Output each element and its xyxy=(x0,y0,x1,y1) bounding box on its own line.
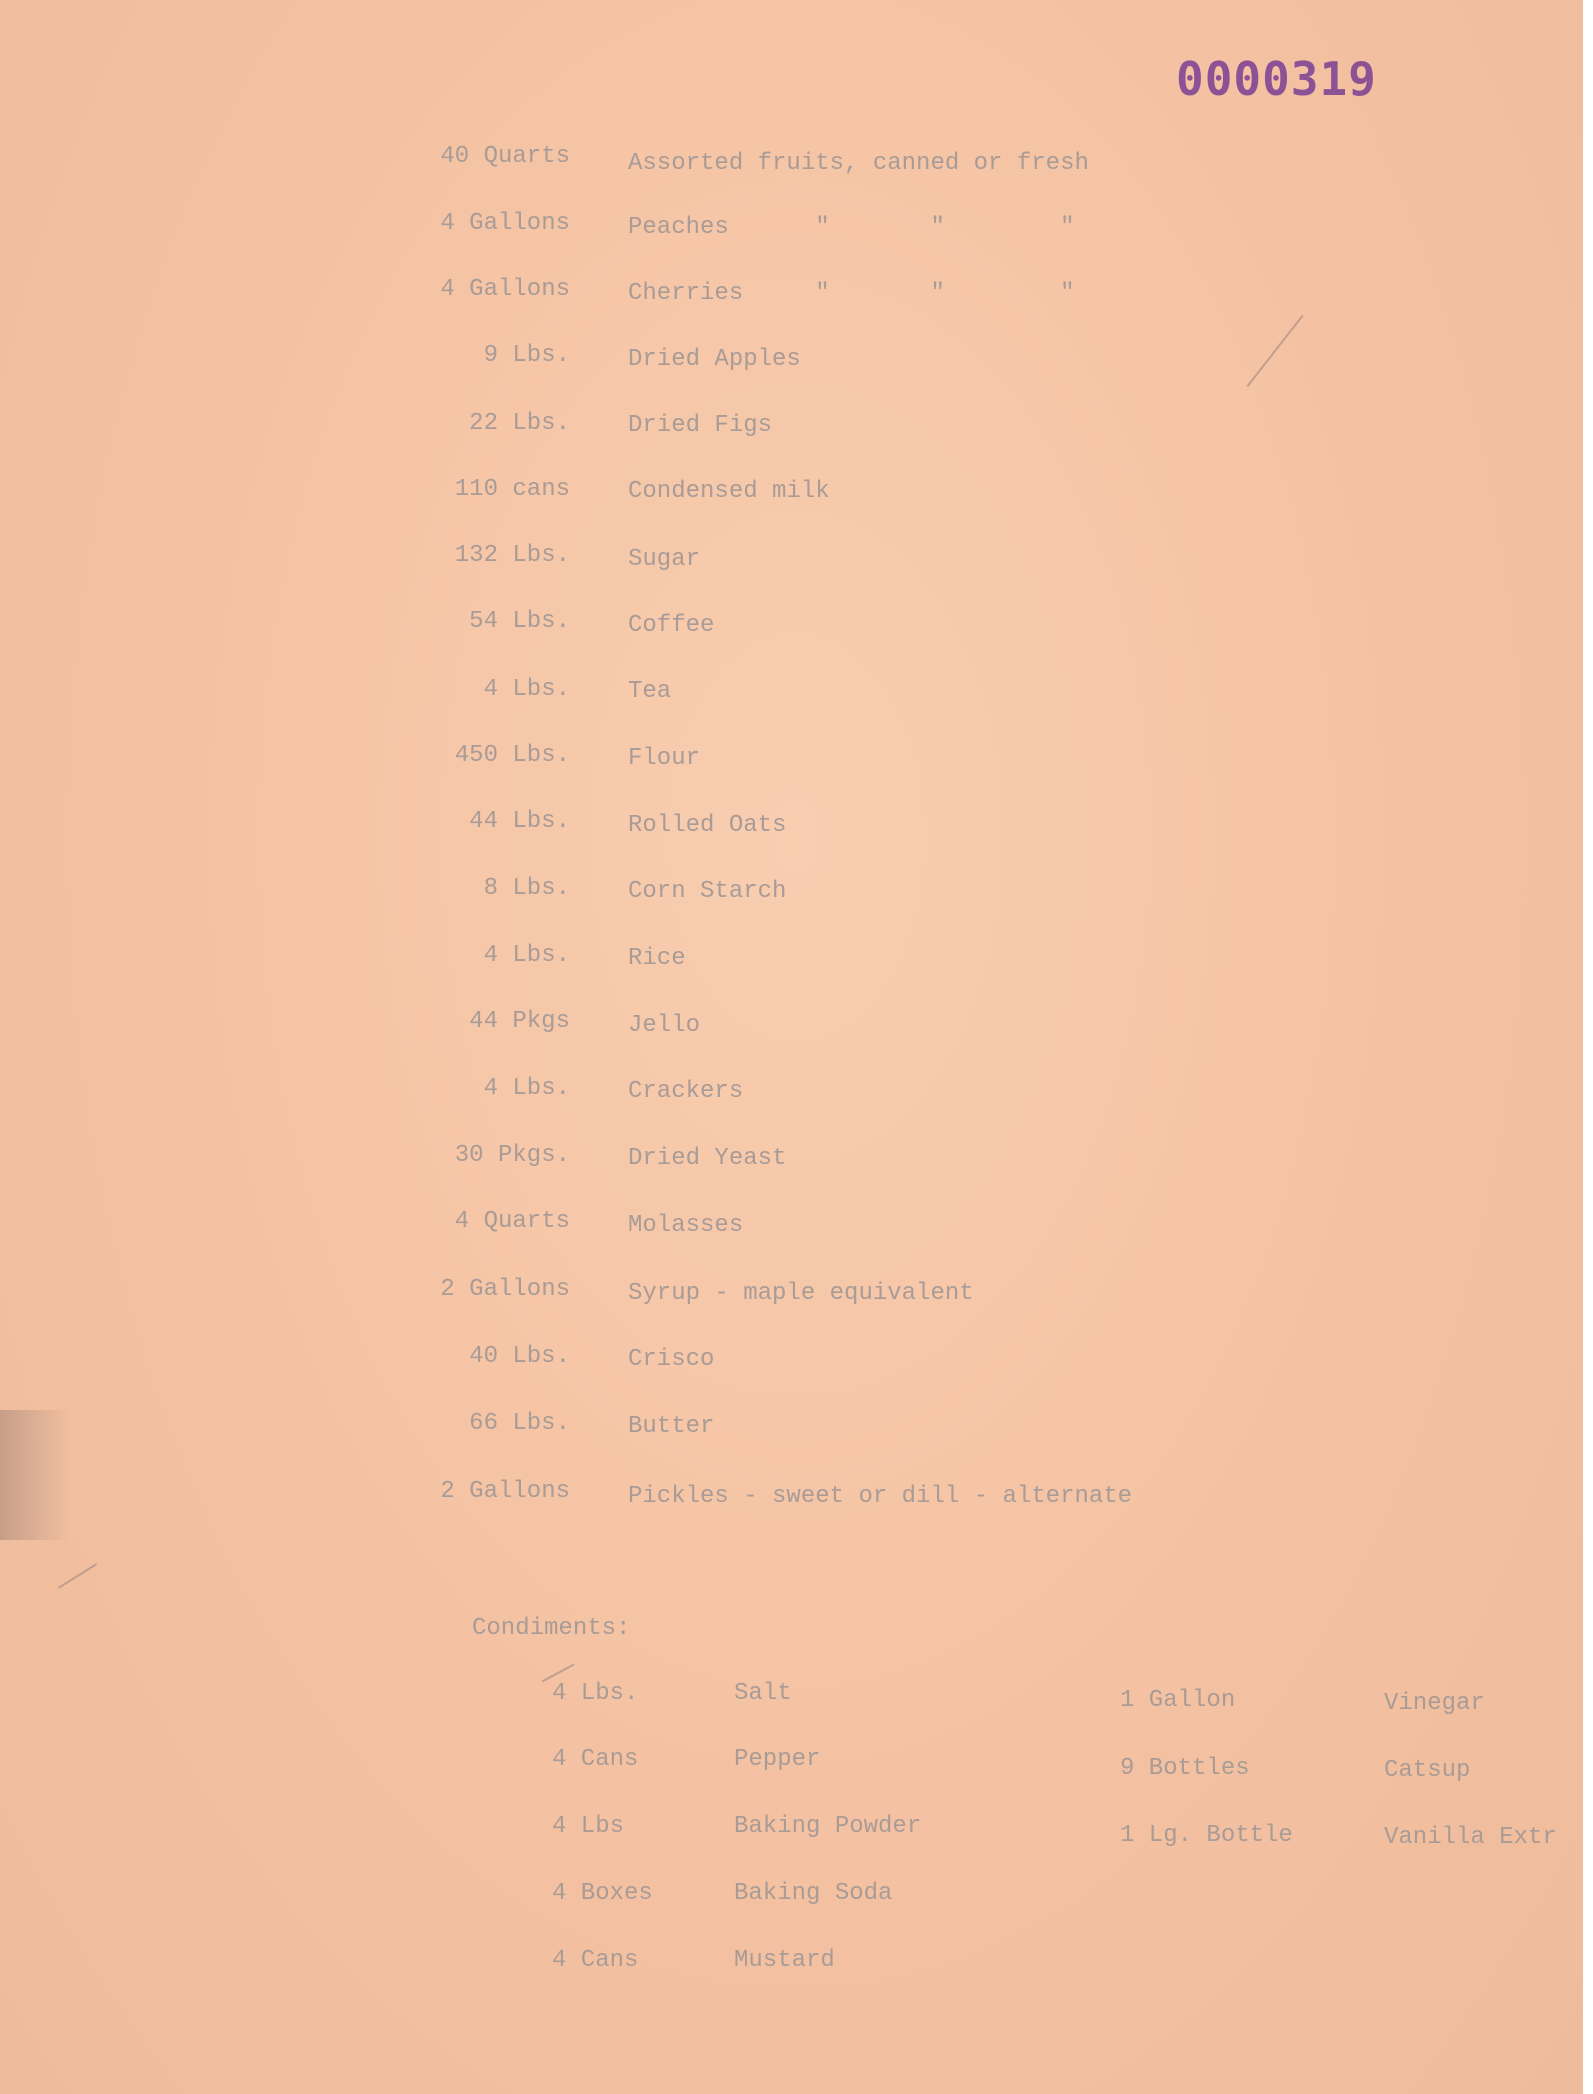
page-number-stamp: 0000319 xyxy=(1176,52,1377,106)
condiment-item: Baking Soda xyxy=(734,1880,893,1907)
condiment-qty: 4 Lbs. xyxy=(552,1680,639,1707)
item-cell: Rice xyxy=(628,945,686,972)
item-cell: Condensed milk xyxy=(628,478,830,505)
item-cell: Butter xyxy=(628,1413,715,1440)
item-cell: Jello xyxy=(628,1012,701,1039)
item-cell: Sugar xyxy=(628,546,701,573)
qty-cell: 4 Lbs. xyxy=(483,1075,570,1102)
item-cell: Pickles - sweet or dill - alternate xyxy=(628,1483,1133,1510)
qty-cell: 450 Lbs. xyxy=(454,742,570,769)
item-cell: Molasses xyxy=(628,1212,744,1239)
qty-cell: 4 Lbs. xyxy=(483,676,570,703)
qty-cell: 4 Lbs. xyxy=(483,942,570,969)
condiment-qty: 1 Gallon xyxy=(1120,1687,1236,1714)
item-cell: Corn Starch xyxy=(628,878,787,905)
item-cell: Peaches " " " xyxy=(628,214,1075,241)
item-cell: Assorted fruits, canned or fresh xyxy=(628,150,1089,177)
qty-cell: 8 Lbs. xyxy=(483,875,570,902)
qty-cell: 66 Lbs. xyxy=(469,1410,570,1437)
qty-cell: 40 Quarts xyxy=(440,143,570,170)
condiment-item: Pepper xyxy=(734,1746,821,1773)
item-cell: Coffee xyxy=(628,612,715,639)
item-cell: Flour xyxy=(628,745,701,772)
condiment-qty: 9 Bottles xyxy=(1120,1755,1250,1782)
item-cell: Crackers xyxy=(628,1078,744,1105)
item-cell: Dried Apples xyxy=(628,346,801,373)
condiment-item: Baking Powder xyxy=(734,1813,922,1840)
condiment-item: Vanilla Extr xyxy=(1384,1824,1557,1851)
qty-cell: 2 Gallons xyxy=(440,1478,570,1505)
qty-cell: 40 Lbs. xyxy=(469,1343,570,1370)
qty-cell: 110 cans xyxy=(454,476,570,503)
item-cell: Rolled Oats xyxy=(628,812,787,839)
qty-cell: 54 Lbs. xyxy=(469,608,570,635)
qty-cell: 4 Gallons xyxy=(440,210,570,237)
condiment-item: Mustard xyxy=(734,1947,835,1974)
qty-cell: 2 Gallons xyxy=(440,1276,570,1303)
condiment-item: Salt xyxy=(734,1680,792,1707)
condiment-item: Vinegar xyxy=(1384,1690,1485,1717)
pen-mark xyxy=(1247,315,1304,387)
qty-cell: 44 Lbs. xyxy=(469,808,570,835)
condiment-qty: 4 Cans xyxy=(552,1746,639,1773)
qty-cell: 9 Lbs. xyxy=(483,342,570,369)
item-cell: Syrup - maple equivalent xyxy=(628,1280,974,1307)
condiment-item: Catsup xyxy=(1384,1757,1471,1784)
qty-cell: 4 Quarts xyxy=(454,1208,570,1235)
qty-cell: 132 Lbs. xyxy=(454,542,570,569)
qty-cell: 22 Lbs. xyxy=(469,410,570,437)
item-cell: Tea xyxy=(628,678,672,705)
condiment-qty: 4 Boxes xyxy=(552,1880,653,1907)
item-cell: Crisco xyxy=(628,1346,715,1373)
scan-smudge xyxy=(0,1410,70,1540)
condiment-qty: 4 Cans xyxy=(552,1947,639,1974)
condiment-qty: 4 Lbs xyxy=(552,1813,625,1840)
condiment-qty: 1 Lg. Bottle xyxy=(1120,1822,1293,1849)
pen-mark xyxy=(58,1563,97,1589)
item-cell: Dried Yeast xyxy=(628,1145,787,1172)
qty-cell: 30 Pkgs. xyxy=(454,1142,570,1169)
qty-cell: 44 Pkgs xyxy=(469,1008,570,1035)
item-cell: Dried Figs xyxy=(628,412,773,439)
qty-cell: 4 Gallons xyxy=(440,276,570,303)
condiments-heading: Condiments: xyxy=(472,1615,631,1642)
item-cell: Cherries " " " xyxy=(628,280,1075,307)
